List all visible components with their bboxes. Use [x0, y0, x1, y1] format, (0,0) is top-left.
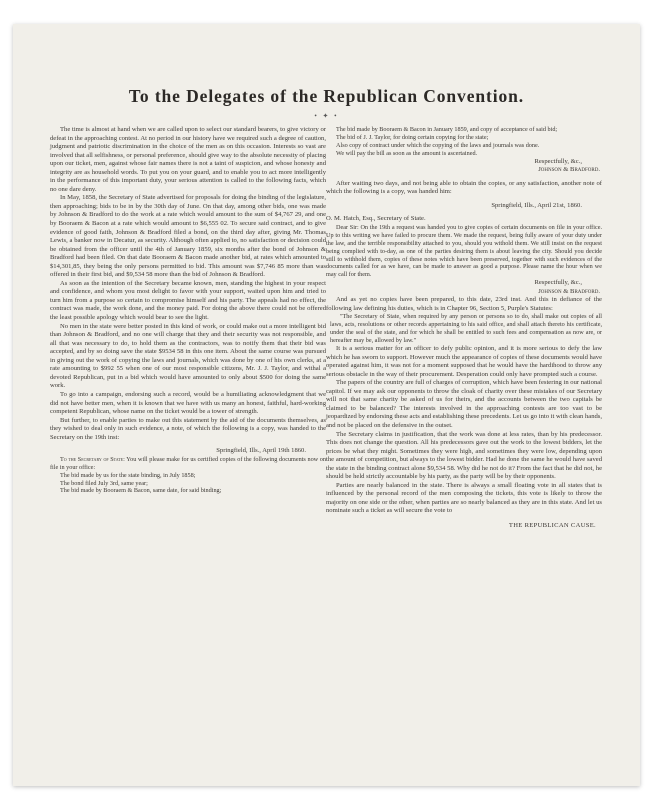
- letter-addressee: O. M. Hatch, Esq., Secretary of State.: [326, 215, 426, 223]
- letter-item: The bid of J. J. Taylor, for doing certain copying for the state;: [336, 133, 489, 141]
- letter-date: Springfield, Ills., April 21st, 1860.: [491, 201, 582, 209]
- letter-item: Also copy of contract under which the copying of the laws and journals was done.: [336, 141, 540, 149]
- signature: THE REPUBLICAN CAUSE.: [508, 522, 596, 529]
- paragraph: And as yet no copies have been prepared, to this date, 23rd inst. And this in defiance of the following law defining his duties, which is in Chapter 96, Section 5, Purple's Statutes:: [326, 296, 602, 312]
- letter-item: We will pay the bill as soon as the amount is ascertained.: [336, 149, 478, 157]
- letter-text: You will please make for us certified copies of the following documents now on file in your office:: [50, 455, 326, 471]
- letter-signer: Johnson & Bradford.: [538, 287, 600, 295]
- letter-item: The bid made by Booraem & Bacon, same date, for said binding;: [60, 487, 222, 495]
- statute-quote: "The Secretary of State, when required by any person or persons so to do, shall make out copies of all laws, acts, resolutions or other records appertaining to his said office, and shall attach thereto his certificate, under the seal of the state, and for which he shall be entitled to such fees and compensation as now are, or hereafter may be, allowed by law.": [330, 313, 602, 345]
- paragraph: After waiting two days, and not being able to obtain the copies, or any satisfaction, another note of which the following is a copy, was handed him:: [326, 179, 602, 196]
- paragraph: The Secretary claims in justification, that the work was done at less rates, than by his predecessor. This does not change the question. All his predecessors gave out the work to the lowest bidders, let the prices be what they might. Sometimes they were high, and sometimes they were low, depending upon the amount of competition, but always to the lowest bidder. Had he done the same he would have saved the state in the binding contract alone $9,534 58. Why did he not do it? From the fact that he did not, he should be held strictly accountable by his party, as the party will be by their opponents.: [326, 430, 602, 481]
- document-sheet: [13, 24, 640, 786]
- paragraph: It is a serious matter for an officer to defy public opinion, and it is more serious to defy the law which he has sworn to support. However much the appearance of copies of these documents would have operated against him, it was not for a moment supposed that he would have the hardihood to throw any serious obstacle in the way of their procurement. Desperation could only have prompted such a course.: [326, 345, 602, 378]
- closing: Respectfully, &c.,: [534, 157, 582, 165]
- left-column: [50, 126, 326, 495]
- letter-body: [50, 456, 326, 472]
- paragraph: No men in the state were better posted in this kind of work, or could make out a more intelligent bid than Johnson & Bradford, and no one will charge that they and their security was not responsible, and all that was necessary to do, to hold them as the contractors, was to notify them that their bid was accepted, and by so doing save the state $9534 58 in this one item. About the same course was pursued in giving out the work of copying the laws and journals, which was done by one of his own clerks, at a rate amounting to $992 55 when one of our most responsible citizens, Mr. J. J. Taylor, and withal a devoted Republican, put in a bid which would have amounted to only about $500 for doing the same work.: [50, 322, 326, 390]
- right-column: [326, 126, 602, 531]
- paragraph: But further, to enable parties to make out this statement by the aid of the documents themselves, as they wished to deal only in such evidence, a note, of which the following is a copy, was handed to the Secretary on the 19th inst:: [50, 416, 326, 441]
- paragraph: In May, 1858, the Secretary of State advertised for proposals for doing the binding of the legislature, then approaching; bids to be in by the 30th day of June. On that day, among other bids, one was made by Johnson & Bradford to do the work at a rate which would amount to the sum of $4,767 29, and one by Booraem & Bacon at a rate which would amount to $6,555 02. To secure said contract, and to give evidence of good faith, Johnson & Bradford filed a bond, on the third day after, giving Mr. Thomas Lewis, a banker now in Decatur, as security. Although often applied to, no satisfaction or decision could be obtained from the officer until the 4th of January 1859, six months after the bond of Johnson & Bradford had been filed. On that date Booraem & Bacon made another bid, at rates which amounted to $14,301,85, they being the only persons permitted to bid. This amount was $7,746 85 more than was offered in their first bid, and $9,534 58 more than the bid of Johnson & Bradford.: [50, 194, 326, 279]
- closing: Respectfully, &c.,: [534, 279, 582, 287]
- letter-date: Springfield, Ills., April 19th 1860.: [216, 447, 306, 455]
- letter-item: The bond filed July 3rd, same year;: [60, 479, 148, 487]
- letter-signer: Johnson & Bradford.: [538, 166, 600, 174]
- paragraph: Parties are nearly balanced in the state. There is always a small floating vote in all states that is influenced by the personal record of the men composing the tickets, this vote is likely to throw the majority on one side or the other, when parties are so nearly balanced as they are in this state. And let us nominate such a ticket as will secure the vote to: [326, 481, 602, 515]
- title-ornament: • ✦ •: [314, 112, 339, 120]
- letter-item: The bid made by Booraem & Bacon in January 1859, and copy of acceptance of said bid;: [336, 126, 558, 133]
- page-title: To the Delegates of the Republican Convention.: [128, 86, 525, 106]
- paragraph: The papers of the country are full of charges of corruption, which have been festering in our national capitol. If we may ask our opponents to throw the cloak of charity over these mistakes of our Secretary will not that same charity be asked of us for theirs, and the accounts between the two capitals be claimed to be balanced? The interests involved in the approaching contests are too vast to be jeopardized by endorsing these acts and establishing these precedents. Let us go into it with clean hands, and not be placed on the defensive in the outset.: [326, 379, 602, 429]
- paragraph: To go into a campaign, endorsing such a record, would be a humiliating acknowledgment that we did not have better men, when it is known that we have with us many an honest, faithful, hard-working competent Republican, whose name on the ticket would be a tower of strength.: [50, 390, 326, 416]
- letter-body: Dear Sir: On the 19th a request was handed you to give copies of certain documents on file in your office. Up to this writing we have failed to procure them. We made the request, being fully aware of your duty under the law, and the terrible responsibility attached to you, should you withold them. We still insist on the request being complied with to-day, as one of the parties desiring them is about leaving the city. Should you decide still to withhold them, copies of these notes which have been preserved, together with such evidences of the documents called for as we have, can be made to answer as good a purpose. Please name the hour when we may call for them.: [326, 223, 602, 279]
- letter-item: The bid made by us for the state binding, in July 1858;: [60, 471, 196, 479]
- paragraph: As soon as the intention of the Secretary became known, men, standing the highest in your respect and confidence, and whom you most delight to favor with your support, waited upon him and tried to turn him from a purpose so certain to compromise himself and his party. The appeals had no effect, the contract was made, the work done, and the money paid. For doing the above there could not be offered the least possible apology which would bear to see the light.: [50, 279, 326, 322]
- paragraph: The time is almost at hand when we are called upon to select our standard bearers, to give victory or defeat in the approaching contest. At no period in our history have we required such a degree of caution, judgment and patriotic discrimination in the choice of the men as on this occasion. Interests so vast are involved that all selfishness, or personal preference, should give way to the absolute necessity of placing upon our ticket, men, against whose fair names there is not a taint of suspicion, and whose honesty and integrity are as household words. To put you on your guard, and to enable you to act more intelligently in the performance of this important duty, your serious attention is called to the following facts, which no one dare deny.: [50, 126, 326, 193]
- letter-salutation: To the Secretary of State:: [60, 455, 125, 463]
